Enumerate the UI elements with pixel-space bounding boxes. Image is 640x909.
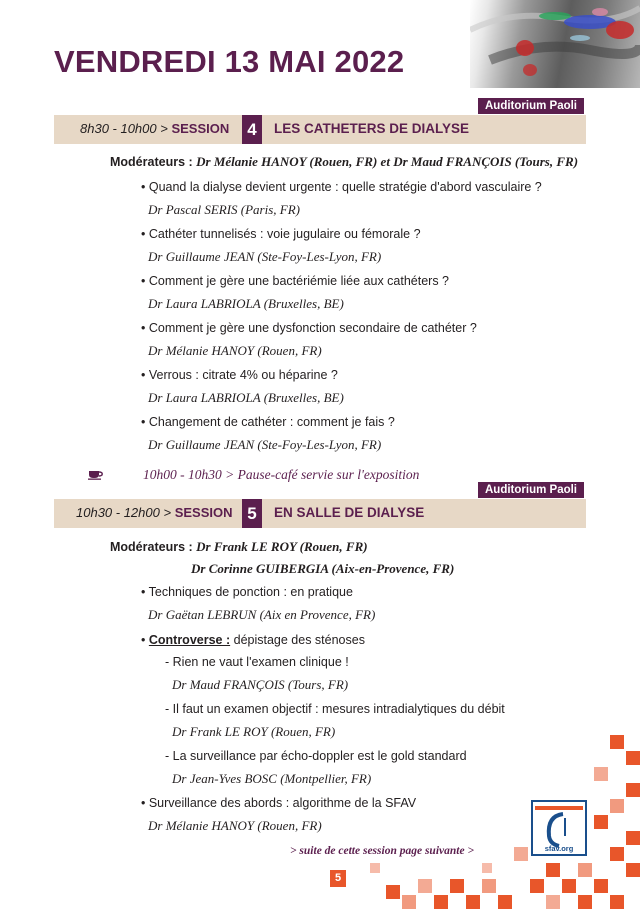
talk-title: • Techniques de ponction : en pratique <box>141 585 353 599</box>
talk-speaker: Dr Guillaume JEAN (Ste-Foy-Les-Lyon, FR) <box>148 437 382 452</box>
session-4-time-text: 8h30 - 10h00 > <box>80 121 168 136</box>
session-5-moderators <box>110 539 368 555</box>
moderators-label: Modérateurs : <box>110 540 193 554</box>
page-number: 5 <box>330 870 346 887</box>
session-4-label: SESSION <box>171 121 230 136</box>
session-5-title: EN SALLE DE DIALYSE <box>274 505 425 520</box>
session-5-header <box>54 499 586 528</box>
talk-speaker: Dr Laura LABRIOLA (Bruxelles, BE) <box>148 390 344 405</box>
moderators-names: Dr Mélanie HANOY (Rouen, FR) et Dr Maud FRANÇOIS (Tours, FR) <box>196 154 579 169</box>
sub-talk-title: - Il faut un examen objectif : mesures intradialytiques du débit <box>165 702 505 716</box>
talk-speaker: Dr Guillaume JEAN (Ste-Foy-Les-Lyon, FR) <box>148 249 382 264</box>
sub-talk-title: - La surveillance par écho-doppler est le gold standard <box>165 749 467 763</box>
controverse-topic: dépistage des sténoses <box>230 633 365 647</box>
talk-speaker: Dr Mélanie HANOY (Rouen, FR) <box>148 343 322 358</box>
moderators-label: Modérateurs : <box>110 155 193 169</box>
session-5-moderator-2-line <box>191 561 454 577</box>
controverse-label: Controverse : <box>148 633 231 647</box>
talk-title: • Verrous : citrate 4% ou héparine ? <box>141 368 338 382</box>
coffee-break: 10h00 - 10h30 > Pause-café servie sur l'exposition <box>143 467 420 482</box>
session-5-time <box>76 505 232 520</box>
session-4-header <box>54 115 586 144</box>
talk-title: • Comment je gère une dysfonction secondaire de cathéter ? <box>141 321 477 335</box>
talk-speaker: Dr Pascal SERIS (Paris, FR) <box>148 202 301 217</box>
talk-title: • Changement de cathéter : comment je fais ? <box>141 415 395 429</box>
session-5-label: SESSION <box>174 505 233 520</box>
talk-title: • Comment je gère une bactériémie liée aux cathéters ? <box>141 274 450 288</box>
talk-speaker: Dr Mélanie HANOY (Rouen, FR) <box>148 818 322 833</box>
sub-talk-title: - Rien ne vaut l'examen clinique ! <box>165 655 349 669</box>
talk-title: • Surveillance des abords : algorithme de la SFAV <box>141 796 417 810</box>
moderator-2: Dr Corinne GUIBERGIA (Aix-en-Provence, FR) <box>191 561 455 576</box>
room-badge-session-4: Auditorium Paoli <box>478 98 584 114</box>
session-5-number: 5 <box>242 499 262 528</box>
sub-talk-speaker: Dr Frank LE ROY (Rouen, FR) <box>172 724 336 739</box>
sub-talk-speaker: Dr Maud FRANÇOIS (Tours, FR) <box>172 677 349 692</box>
talk-speaker: Dr Laura LABRIOLA (Bruxelles, BE) <box>148 296 344 311</box>
session-4-moderators <box>110 154 578 170</box>
talk-title: • Quand la dialyse devient urgente : quelle stratégie d'abord vasculaire ? <box>141 180 542 194</box>
talk-title: • Cathéter tunnelisés : voie jugulaire ou fémorale ? <box>141 227 421 241</box>
logo-text: sfav.org <box>544 844 574 853</box>
controverse-line <box>141 633 365 647</box>
session-4-title: LES CATHETERS DE DIALYSE <box>274 121 470 136</box>
talk-speaker: Dr Gaëtan LEBRUN (Aix en Provence, FR) <box>148 607 376 622</box>
sfav-logo <box>531 800 587 856</box>
moderator-1: Dr Frank LE ROY (Rouen, FR) <box>196 539 368 554</box>
header-ultrasound-image <box>470 0 640 88</box>
page-title: VENDREDI 13 MAI 2022 <box>54 44 405 79</box>
session-4-number: 4 <box>242 115 262 144</box>
session-4-time <box>80 121 229 136</box>
controverse-bullet: • <box>141 633 149 647</box>
orange-mosaic-decoration <box>360 735 640 909</box>
coffee-cup-icon <box>88 469 104 480</box>
continue-note: > suite de cette session page suivante > <box>290 845 474 857</box>
room-badge-session-5: Auditorium Paoli <box>478 482 584 498</box>
sub-talk-speaker: Dr Jean-Yves BOSC (Montpellier, FR) <box>172 771 372 786</box>
session-5-time-text: 10h30 - 12h00 > <box>76 505 172 520</box>
